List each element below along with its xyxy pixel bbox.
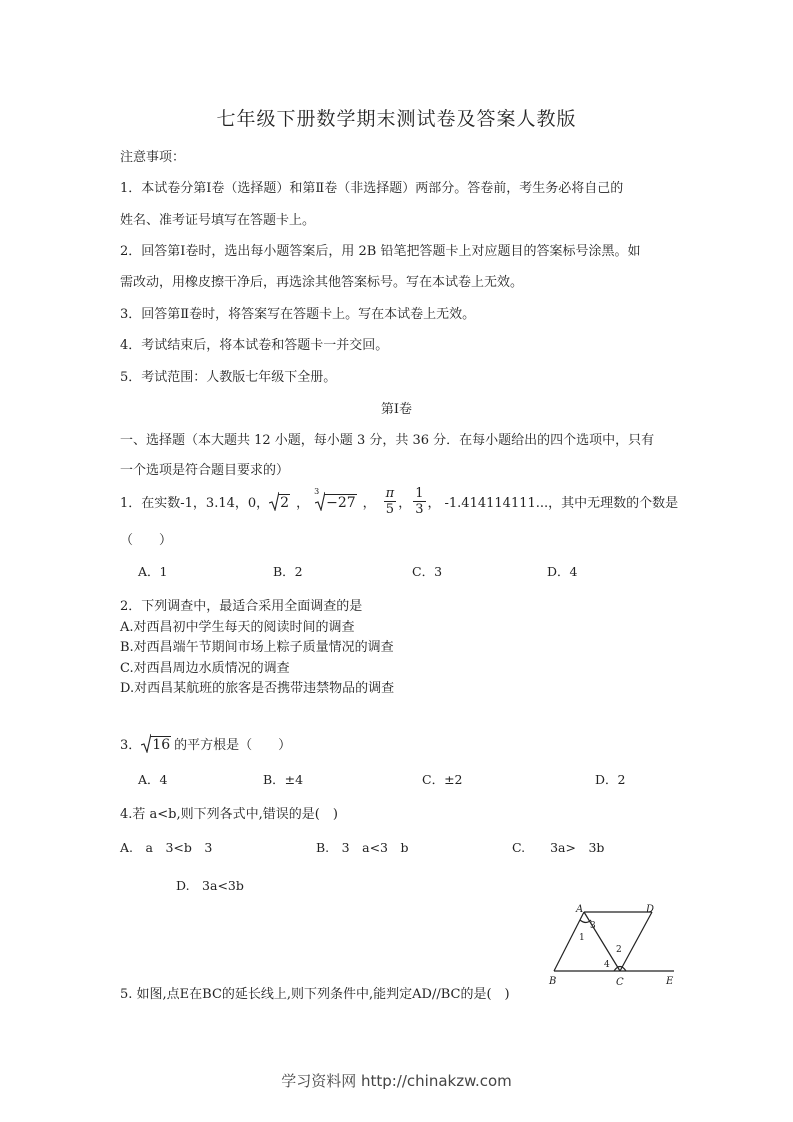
line-dc (620, 912, 652, 971)
fraction-pi-over-5: $\frac{\pi}{5}$ (385, 485, 395, 517)
q3-option-c: C．±2 (422, 772, 463, 787)
q1-option-d: D．4 (547, 564, 578, 579)
q1-prefix: 1．在实数-1，3.14，0， (120, 495, 270, 511)
page-title: 七年级下册数学期末测试卷及答案人教版 (216, 108, 577, 130)
question-2-stem: 2．下列调查中，最适合采用全面调查的是 (120, 599, 363, 614)
q3-option-a: A．4 (138, 772, 168, 787)
part1-instructions: 一个选项是符合题目要求的） (120, 463, 290, 478)
q1-answer-paren: （ ） (120, 533, 173, 548)
cbrt-neg27-expression: 3 −27 (314, 487, 356, 511)
question-4-stem: 4.若 a<b,则下列各式中,错误的是( ) (120, 807, 338, 822)
point-label: E (666, 976, 674, 987)
section-title: 第Ⅰ卷 (380, 402, 413, 417)
sqrt-2-expression: 2 (269, 491, 290, 511)
angle-label: 1 (579, 933, 585, 943)
point-label: A (576, 904, 584, 915)
notes-item: 需改动，用橡皮擦干净后，再选涂其他答案标号。写在本试卷上无效。 (120, 275, 524, 290)
fraction-one-third: $\frac{1}{3}$ (415, 485, 424, 517)
point-label: D (646, 904, 655, 915)
notes-item: 3．回答第Ⅱ卷时，将答案写在答题卡上。写在本试卷上无效。 (120, 307, 476, 322)
q4-option-d: D. 3a<3b (176, 878, 244, 893)
notes-item: 5．考试范围：人教版七年级下全册。 (120, 370, 337, 385)
q1-option-b: B．2 (273, 564, 303, 579)
q4-option-c: C. 3a> 3b (512, 840, 605, 855)
parallelogram-figure (546, 900, 682, 992)
q4-option-b: B. 3 a<3 b (316, 840, 409, 855)
q1-option-c: C．3 (412, 564, 443, 579)
q2-option-a: A.对西昌初中学生每天的阅读时间的调查 (120, 620, 355, 635)
point-label: B (549, 976, 557, 987)
question-3-stem: 3． 16 的平方根是（ ） (120, 730, 291, 756)
question-5-stem: 5. 如图,点E在BC的延长线上,则下列条件中,能判定AD//BC的是( ) (120, 987, 510, 1002)
notes-item: 1．本试卷分第Ⅰ卷（选择题）和第Ⅱ卷（非选择题）两部分。答卷前，考生务必将自己的 (120, 181, 624, 196)
q1-option-a: A．1 (138, 564, 168, 579)
q2-option-b: B.对西昌端午节期间市场上粽子质量情况的调查 (120, 640, 394, 655)
q2-option-d: D.对西昌某航班的旅客是否携带违禁物品的调查 (120, 681, 395, 696)
footer-watermark: 学习资料网 http://chinakzw.com (281, 1072, 512, 1090)
notes-item: 4．考试结束后，将本试卷和答题卡一并交回。 (120, 338, 389, 353)
notes-heading: 注意事项： (120, 150, 186, 165)
notes-item: 姓名、准考证号填写在答题卡上。 (120, 213, 316, 228)
radical-sign-icon (141, 733, 151, 753)
part1-instructions: 一、选择题（本大题共 12 小题，每小题 3 分，共 36 分．在每小题给出的四个选项中，只有 (120, 433, 655, 448)
q3-option-b: B．±4 (263, 772, 304, 787)
q4-option-a: A. a 3<b 3 (120, 840, 213, 855)
question-1-stem: 1．在实数-1，3.14，0， 2 ， 3 −27 ， $\frac{\pi}{5}$ ， $\frac{1}{3}$ ， -1.414114111...，其中无理数的个数是 (120, 485, 679, 517)
angle-label: 3 (590, 921, 596, 931)
q1-suffix: -1.414114111...，其中无理数的个数是 (444, 495, 679, 511)
notes-item: 2．回答第Ⅰ卷时，选出每小题答案后，用 2B 铅笔把答题卡上对应题目的答案标号涂黑。如 (120, 244, 641, 259)
angle-label: 4 (604, 960, 610, 970)
angle-label: 2 (616, 945, 622, 955)
radical-sign-icon (269, 491, 279, 511)
q2-option-c: C.对西昌周边水质情况的调查 (120, 661, 290, 676)
sqrt-16-expression: 16 (141, 733, 171, 753)
q3-option-d: D．2 (595, 772, 626, 787)
point-label: C (616, 977, 624, 988)
